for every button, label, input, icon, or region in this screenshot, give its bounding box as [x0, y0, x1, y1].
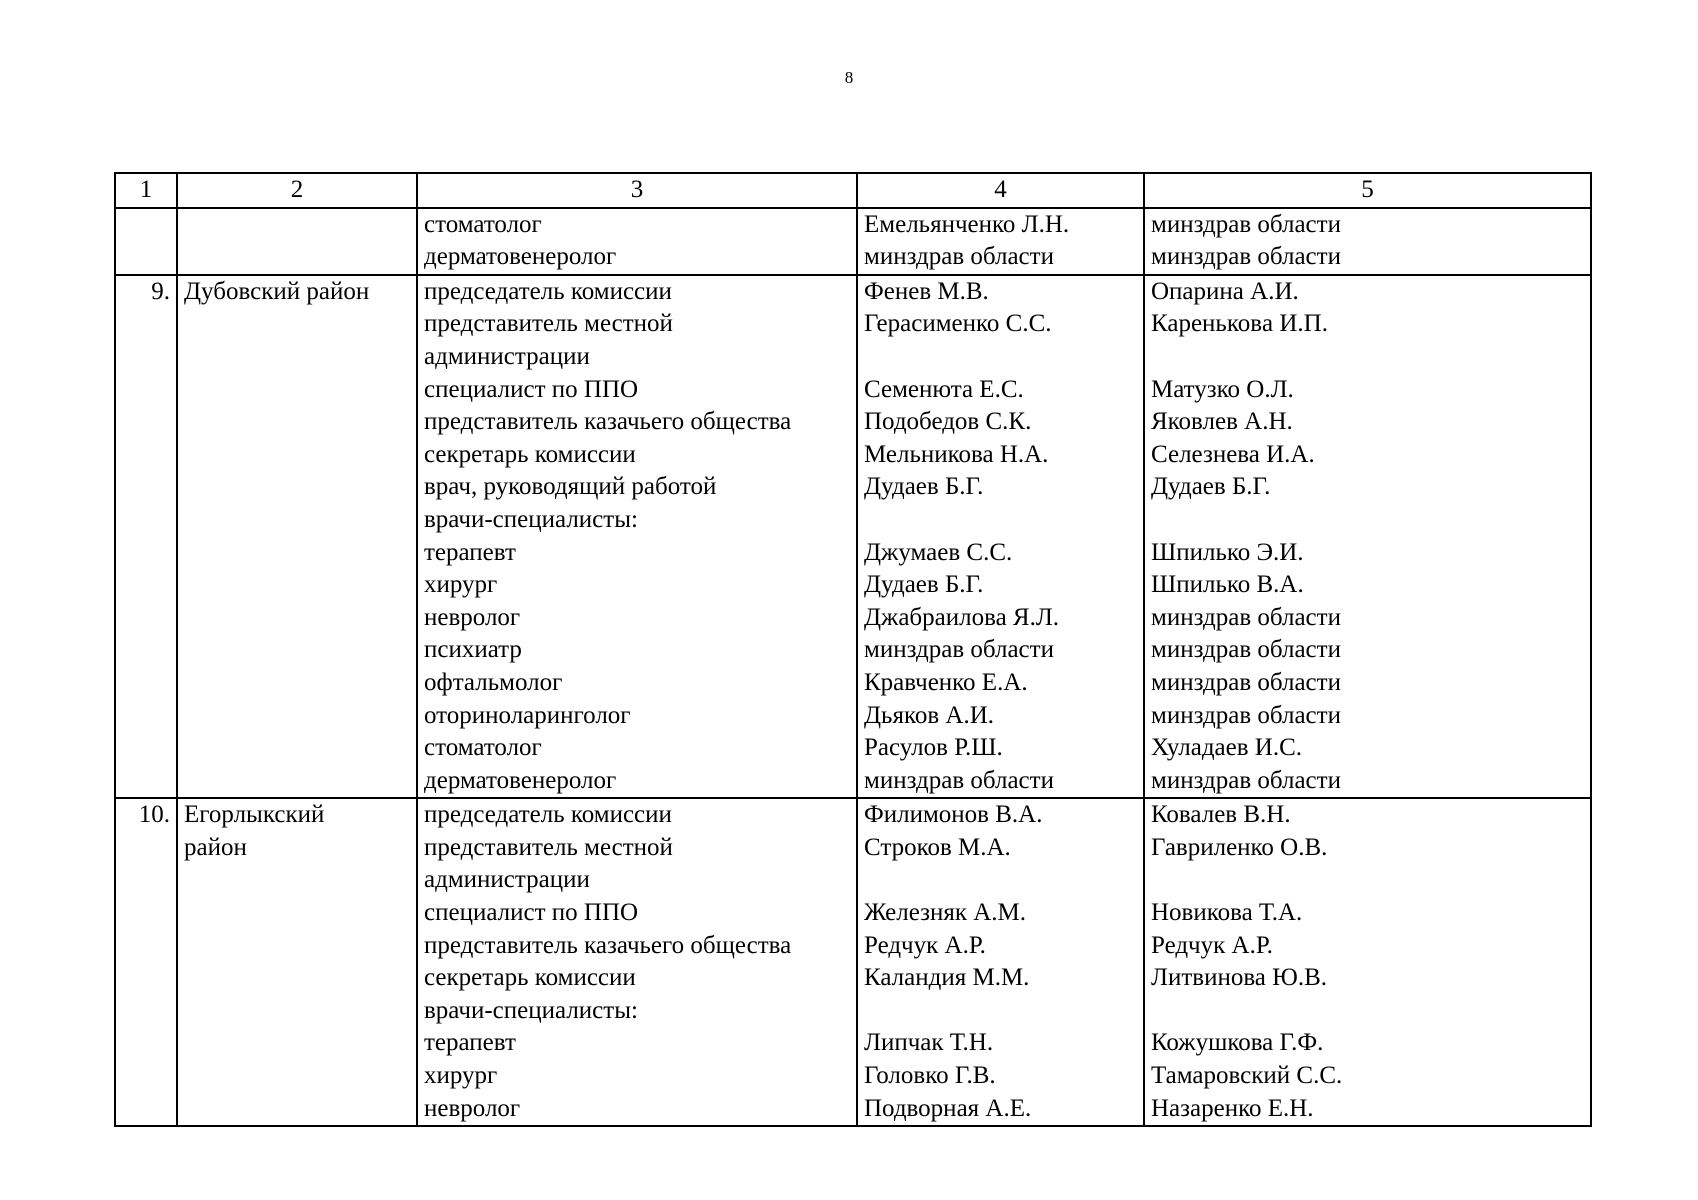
cell-line: Семенюта Е.С. [864, 375, 1024, 403]
cell-line: Филимонов В.А. [864, 801, 1043, 829]
cell-line: минздрав области [1151, 668, 1341, 696]
header-cell-3: 3 [417, 173, 857, 208]
role-cell [417, 275, 857, 799]
cell-line: Джабраилова Я.Л. [864, 603, 1060, 631]
cell-line: офтальмолог [424, 668, 563, 696]
cell-line: Редчук А.Р. [864, 931, 986, 959]
cell-line: оториноларинголог [424, 701, 631, 729]
cell-line: дерматовенеролог [424, 243, 617, 271]
cell-line: Селезнева И.А. [1151, 440, 1315, 468]
cell-line: Фенев М.В. [864, 277, 989, 305]
cell-line: Расулов Р.Ш. [864, 734, 1003, 762]
table-row [115, 798, 1591, 1126]
cell-line: Кожушкова Г.Ф. [1151, 1029, 1324, 1057]
table-body [115, 208, 1591, 1127]
cell-line [864, 504, 1137, 537]
cell-line: психиатр [424, 636, 522, 664]
cell-line: специалист по ППО [424, 899, 639, 927]
cell-line: Опарина А.И. [1151, 277, 1299, 305]
cell-line: Дудаев Б.Г. [1151, 473, 1271, 501]
page-number: 8 [844, 68, 854, 87]
cell-line: минздрав области [864, 766, 1054, 794]
cell-line [1151, 341, 1584, 374]
cell-line: представитель местной [424, 833, 673, 861]
table-row [115, 208, 1591, 275]
cell-line: Герасименко С.С. [864, 310, 1052, 338]
cell-line: Тамаровский С.С. [1151, 1062, 1343, 1090]
row-number-cell [115, 208, 177, 275]
row-number-cell: 10. [115, 798, 177, 1126]
cell-line: Липчак Т.Н. [864, 1029, 994, 1057]
header-cell-4: 4 [857, 173, 1144, 208]
header-cell-2: 2 [177, 173, 417, 208]
cell-line: Яковлев А.Н. [1151, 408, 1293, 436]
cell-line [864, 341, 1137, 374]
role-cell [417, 798, 857, 1126]
table-row [115, 275, 1591, 799]
cell-line: минздрав области [1151, 766, 1341, 794]
cell-line: стоматолог [424, 210, 542, 238]
cell-line: Дудаев Б.Г. [864, 473, 984, 501]
header-row [115, 173, 1591, 208]
reserve-cell [1144, 208, 1591, 275]
cell-line: секретарь комиссии [424, 440, 636, 468]
member-cell [857, 275, 1144, 799]
cell-line: специалист по ППО [424, 375, 639, 403]
cell-line [1151, 504, 1584, 537]
cell-line [864, 995, 1137, 1028]
cell-line: Гавриленко О.В. [1151, 833, 1328, 861]
cell-line: Егорлыкский [184, 801, 325, 829]
commission-table [114, 172, 1592, 1127]
cell-line: председатель комиссии [424, 801, 672, 829]
cell-line: минздрав области [1151, 636, 1341, 664]
cell-line: минздрав области [1151, 210, 1341, 238]
cell-line: стоматолог [424, 734, 542, 762]
cell-line: хирург [424, 1062, 498, 1090]
member-cell [857, 798, 1144, 1126]
cell-line: невролог [424, 603, 521, 631]
header-cell-5: 5 [1144, 173, 1591, 208]
cell-line: минздрав области [1151, 603, 1341, 631]
cell-line: Шпилько Э.И. [1151, 538, 1304, 566]
cell-line: Дьяков А.И. [864, 701, 994, 729]
cell-line: минздрав области [864, 636, 1054, 664]
cell-line: врач, руководящий работой [424, 473, 717, 501]
cell-line: представитель местной [424, 310, 673, 338]
cell-line: Подобедов С.К. [864, 408, 1032, 436]
cell-line: Емельянченко Л.Н. [864, 210, 1070, 238]
cell-line: Дудаев Б.Г. [864, 571, 984, 599]
cell-line: хирург [424, 571, 498, 599]
row-number-cell: 9. [115, 275, 177, 799]
cell-line: Железняк А.М. [864, 899, 1027, 927]
cell-line: представитель казачьего общества [424, 931, 792, 959]
cell-line: минздрав области [1151, 243, 1341, 271]
cell-line: Матузко О.Л. [1151, 375, 1294, 403]
cell-line: Мельникова Н.А. [864, 440, 1049, 468]
cell-line: Джумаев С.С. [864, 538, 1013, 566]
member-cell [857, 208, 1144, 275]
cell-line: Литвинова Ю.В. [1151, 964, 1328, 992]
header-cell-1: 1 [115, 173, 177, 208]
cell-line: район [184, 833, 247, 861]
cell-line: администрации [424, 342, 590, 370]
cell-line: Кареньковa И.П. [1151, 310, 1328, 338]
cell-line: Хуладаев И.С. [1151, 734, 1303, 762]
role-cell [417, 208, 857, 275]
cell-line: Ковалев В.Н. [1151, 801, 1291, 829]
cell-line: администрации [424, 866, 590, 894]
cell-line: Строков М.А. [864, 833, 1011, 861]
cell-line: невролог [424, 1094, 521, 1122]
cell-line: врачи-специалисты: [424, 996, 638, 1024]
cell-line: дерматовенеролог [424, 766, 617, 794]
cell-line: терапевт [424, 538, 516, 566]
cell-line: Каландия М.М. [864, 964, 1030, 992]
cell-line: минздрав области [1151, 701, 1341, 729]
cell-line: секретарь комиссии [424, 964, 636, 992]
cell-line: Новикова Т.А. [1151, 899, 1303, 927]
district-cell [177, 798, 417, 1126]
cell-line: терапевт [424, 1029, 516, 1057]
cell-line: Подворная А.Е. [864, 1094, 1032, 1122]
cell-line: минздрав области [864, 243, 1054, 271]
reserve-cell [1144, 798, 1591, 1126]
cell-line: Кравченко Е.А. [864, 668, 1028, 696]
cell-line [864, 864, 1137, 897]
cell-line: Головко Г.В. [864, 1062, 996, 1090]
cell-line: председатель комиссии [424, 277, 672, 305]
district-cell [177, 208, 417, 275]
cell-line [1151, 864, 1584, 897]
reserve-cell [1144, 275, 1591, 799]
cell-line: врачи-специалисты: [424, 505, 638, 533]
cell-line [1151, 995, 1584, 1028]
cell-line: представитель казачьего общества [424, 408, 792, 436]
cell-line: Назаренко Е.Н. [1151, 1094, 1314, 1122]
cell-line: Дубовский район [184, 277, 370, 305]
cell-line: Шпилько В.А. [1151, 571, 1304, 599]
district-cell [177, 275, 417, 799]
cell-line: Редчук А.Р. [1151, 931, 1273, 959]
